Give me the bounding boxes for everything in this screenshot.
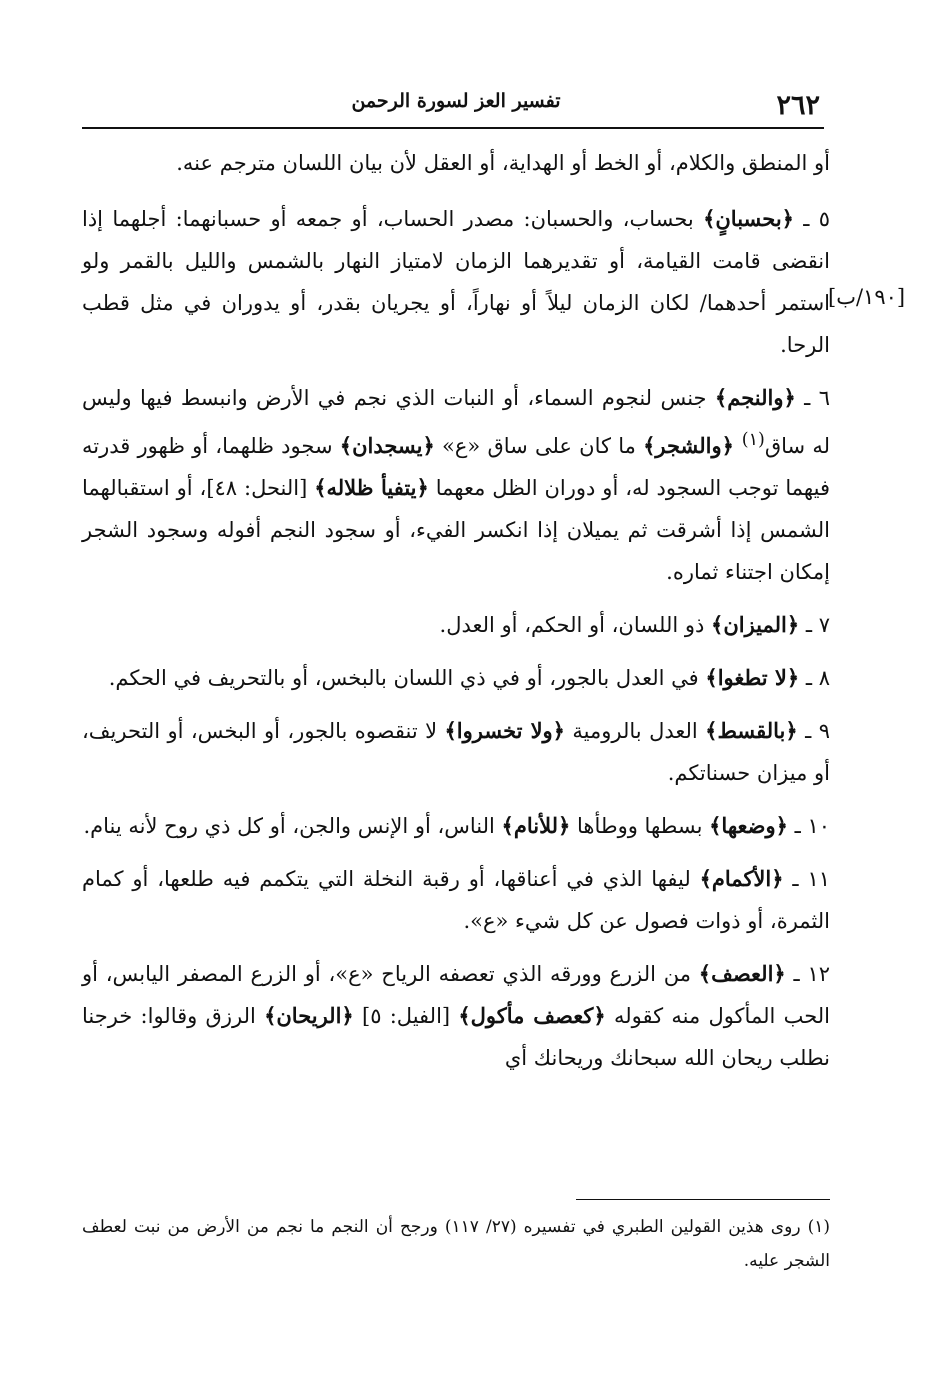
quran-term: ﴿الميزان﴾ <box>711 612 800 637</box>
quran-term: ﴿ولا تخسروا﴾ <box>444 718 565 743</box>
entry-number: ٥ ـ <box>803 207 830 231</box>
footnote-marker: (١) <box>807 1217 830 1237</box>
entry-12: ١٢ ـ ﴿العصف﴾ من الزرع وورقه الذي تعصفه الرياح «ع»، أو الزرع المصفر اليابس، أو الحب المأكول منه كقوله ﴿كعصف مأكول﴾ [الفيل: ٥] ﴿الريحان﴾ الرزق وقالوا: خرجنا نطلب ريحان الله سبحانك وريحانك أي <box>82 961 831 1070</box>
quran-term: ﴿العصف﴾ <box>698 961 786 986</box>
entry-number: ١٠ ـ <box>794 814 830 838</box>
entry-number: ٧ ـ <box>805 613 830 637</box>
entry-9: ٩ ـ ﴿بالقسط﴾ العدل بالرومية ﴿ولا تخسروا﴾ لا تنقصوه بالجور، أو البخس، أو التحريف، أو ميزان حسناتكم. <box>82 718 830 785</box>
footnote-reference: (١) <box>741 430 765 450</box>
entry-number: ٨ ـ <box>805 666 830 690</box>
entry-11: ١١ ـ ﴿الأكمام﴾ ليفها الذي في أعناقها، أو رقبة النخلة التي يتكمم فيه طلعها، أو كمام الثمرة، أو ذوات فصول عن كل شيء «ع». <box>82 866 830 933</box>
page-number: ٢٦٢ <box>776 90 820 121</box>
quran-term: ﴿كعصف مأكول﴾ <box>458 1003 606 1028</box>
margin-folio-note: [١٩٠/ب] <box>828 285 906 309</box>
entry-7: ٧ ـ ﴿الميزان﴾ ذو اللسان، أو الحكم، أو العدل. <box>439 612 830 637</box>
quran-term: ﴿بالقسط﴾ <box>705 718 798 743</box>
page-header <box>82 88 830 124</box>
entry-5: ٥ ـ ﴿بحسبانٍ﴾ بحساب، والحسبان: مصدر الحساب، أو جمعه أو حسبانهما: أجلهما إذا انقضى قامت القيامة، أو تقديرهما الزمان لامتياز النهار بالشمس والليل بالقمر ولو استمر أحدهما/ لكان الزمان ليلاً أو نهاراً، أو يجريان بقدر، أو يدوران في مثل قطب الرحا. <box>82 206 830 357</box>
entry-10: ١٠ ـ ﴿وضعها﴾ بسطها ووطأها ﴿للأنام﴾ الناس، أو الإنس والجن، أو كل ذي روح لأنه ينام. <box>83 813 830 838</box>
footnote-text: روى هذين القولين الطبري في تفسيره (٢٧/ ١١٧) ورجح أن النجم ما نجم من الأرض من نبت لعطف الشجر عليه. <box>82 1217 830 1271</box>
quran-term: ﴿لا تطغوا﴾ <box>705 665 800 690</box>
entry-6: ٦ ـ ﴿والنجم﴾ جنس لنجوم السماء، أو النبات الذي نجم في الأرض وانبسط فيها وليس له ساق$^{(١)}$ ﴿والشجر﴾ ما كان على ساق «ع» ﴿يسجدان﴾ سجود ظلهما، أو ظهور قدرته فيهما توجب السجود له، أو دوران الظل معهما ﴿يتفيأ ظلاله﴾ [النحل: ٤٨]، أو استقبالهما الشمس إذا أشرقت ثم يميلان إذا انكسر الفيء، أو سجود النجم أفوله وسجود الشجر إمكان اجتناء ثماره. <box>82 385 831 584</box>
entry-number: ٦ ـ <box>804 386 830 410</box>
quran-term: ﴿والشجر﴾ <box>643 433 742 458</box>
body-text <box>82 142 830 1090</box>
quran-term: ﴿الأكمام﴾ <box>699 866 784 891</box>
quran-term: ﴿للأنام﴾ <box>501 813 571 838</box>
paragraph-continuation: أو المنطق والكلام، أو الخط أو الهداية، أو العقل لأن بيان اللسان مترجم عنه. <box>176 151 830 175</box>
running-title: تفسير العز لسورة الرحمن <box>351 90 561 112</box>
quran-term: ﴿وضعها﴾ <box>709 813 788 838</box>
entry-8: ٨ ـ ﴿لا تطغوا﴾ في العدل بالجور، أو في ذي اللسان بالبخس، أو بالتحريف في الحكم. <box>108 665 830 690</box>
quran-term: ﴿يتفيأ ظلاله﴾ <box>314 475 429 500</box>
footnote <box>82 1210 830 1278</box>
entry-number: ١١ ـ <box>792 867 830 891</box>
quran-term: ﴿الريحان﴾ <box>264 1003 354 1028</box>
quran-term: ﴿بحسبانٍ﴾ <box>703 206 794 231</box>
entry-number: ٩ ـ <box>805 719 830 743</box>
header-rule <box>82 127 824 129</box>
quran-term: ﴿والنجم﴾ <box>714 385 796 410</box>
footnote-rule <box>576 1199 830 1200</box>
quran-term: ﴿يسجدان﴾ <box>339 433 435 458</box>
entry-number: ١٢ ـ <box>793 962 830 986</box>
